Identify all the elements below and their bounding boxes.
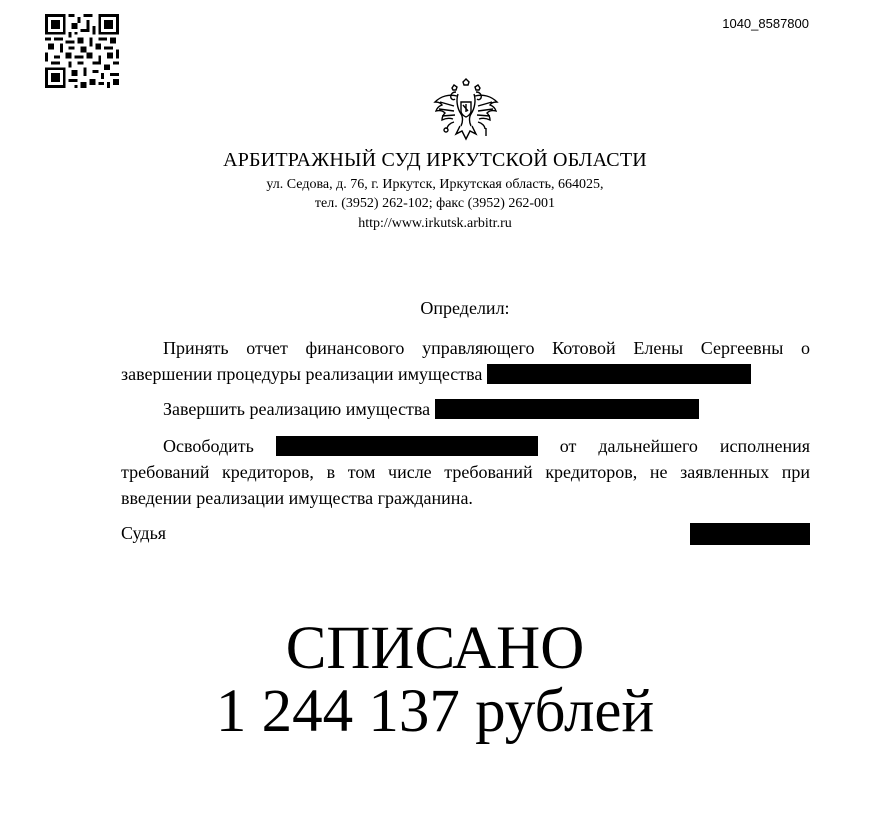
court-website: http://www.irkutsk.arbitr.ru <box>358 216 512 231</box>
redaction-block <box>435 399 699 419</box>
redaction-block <box>276 436 538 456</box>
ruling-paragraph-complete-sale <box>121 396 810 422</box>
paragraph-text: Освободить <box>163 436 254 456</box>
ruling-heading: Определил: <box>420 298 510 318</box>
qr-code <box>45 14 119 88</box>
ruling-paragraph-accept-report <box>121 335 810 387</box>
written-off-amount: 1 244 137 рублей <box>215 678 655 745</box>
redaction-block <box>487 364 751 384</box>
ruling-paragraph-release <box>121 433 810 511</box>
judge-label: Судья <box>121 523 167 543</box>
court-name: АРБИТРАЖНЫЙ СУД ИРКУТСКОЙ ОБЛАСТИ <box>223 149 647 171</box>
written-off-stamp: СПИСАНО <box>285 615 585 682</box>
coat-of-arms-icon <box>430 78 502 146</box>
paragraph-text: Завершить реализацию имущества <box>163 399 431 419</box>
paragraph-text: Принять отчет финансового управляющего Котовой Елены Сергеевны о завершении процедуры реализации имущества <box>121 338 810 384</box>
paragraph-text: от дальнейшего исполнения требований кредиторов, в том числе требований кредиторов, не заявленных при введении реализации имущества гражданина. <box>121 436 811 508</box>
court-phone: тел. (3952) 262-102; факс (3952) 262-001 <box>314 196 556 211</box>
document-number: 1040_8587800 <box>722 16 809 31</box>
redaction-block <box>690 523 810 545</box>
court-address: ул. Седова, д. 76, г. Иркутск, Иркутская область, 664025, <box>266 177 604 192</box>
